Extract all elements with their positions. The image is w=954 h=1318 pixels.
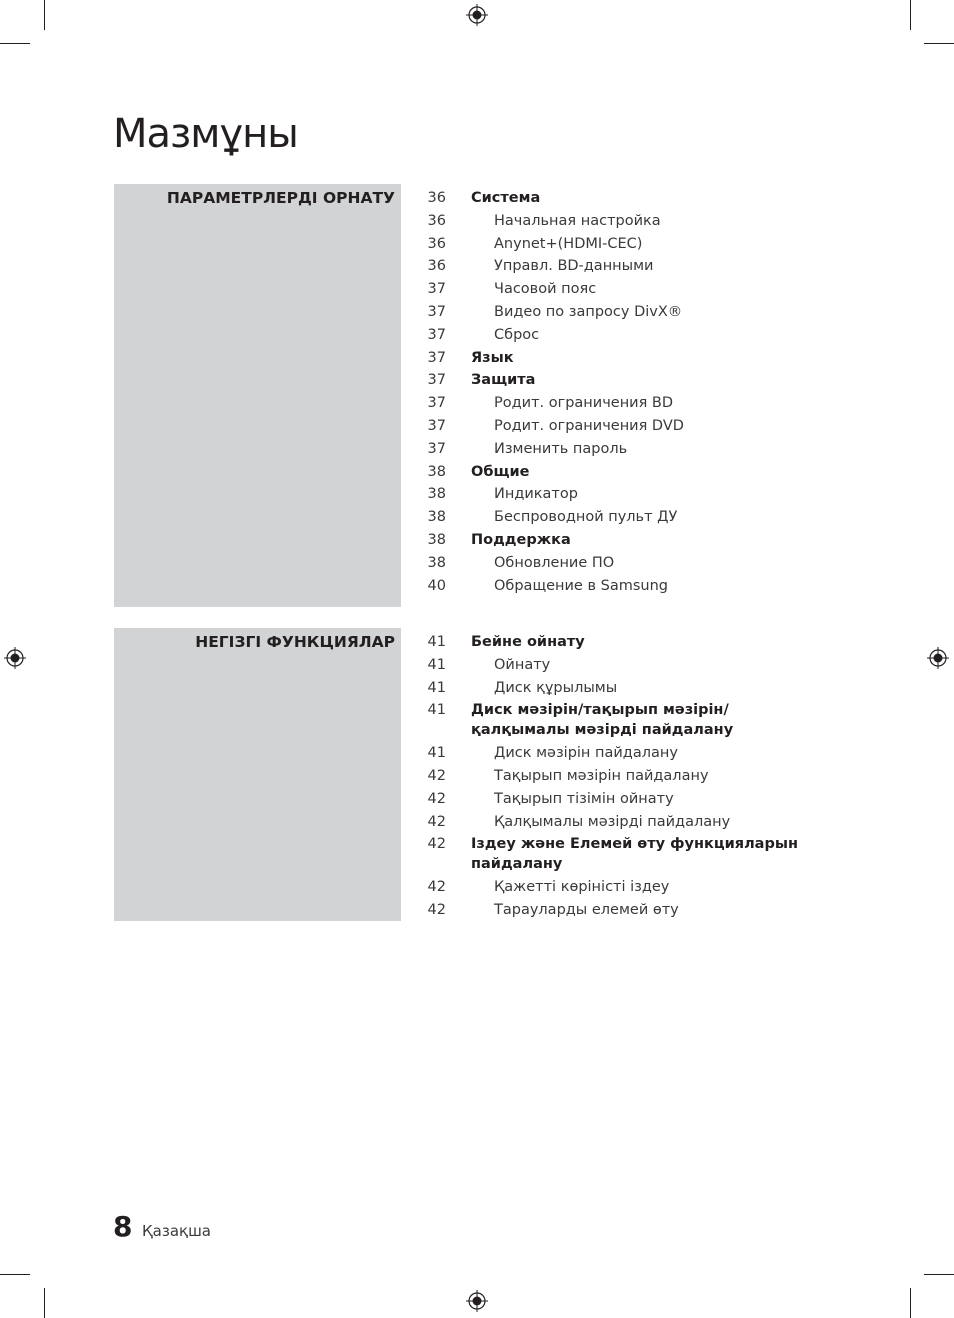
toc-page-number: 37	[427, 372, 446, 389]
toc-entry	[416, 302, 816, 322]
toc-page-number: 41	[427, 679, 446, 696]
toc-entry-title: Родит. ограничения DVD	[494, 417, 684, 434]
toc-entry	[416, 393, 816, 413]
toc-entry	[416, 279, 816, 299]
toc-page-number: 42	[427, 813, 446, 830]
toc-entry-title: Видео по запросу DivX®	[494, 303, 683, 320]
toc-entry-title: Тақырып тізімін ойнату	[494, 790, 674, 807]
toc-page-number: 41	[427, 745, 446, 762]
toc-page-number: 36	[427, 190, 446, 206]
toc-entry	[416, 348, 816, 368]
toc-page-number: 36	[427, 235, 446, 252]
crop-mark	[910, 0, 911, 30]
toc-entry	[416, 812, 816, 832]
toc-entry	[416, 576, 816, 596]
toc-entry	[416, 789, 816, 809]
toc-entry	[416, 632, 816, 652]
toc-entry-title: Диск мәзірін пайдалану	[494, 745, 678, 762]
toc-page-number: 42	[427, 790, 446, 807]
toc-entry	[416, 325, 816, 345]
toc-page-number: 37	[427, 440, 446, 457]
toc-entry	[416, 877, 816, 897]
toc-entry	[416, 700, 816, 740]
toc-page-number: 36	[427, 258, 446, 275]
toc-entry	[416, 416, 816, 436]
toc-entry-title: Anynet+(HDMI-CEC)	[494, 235, 643, 252]
toc-page-number: 42	[427, 901, 446, 918]
toc-entry	[416, 655, 816, 675]
registration-mark-icon	[927, 647, 949, 669]
toc-entry-title: Индикатор	[494, 486, 578, 503]
section-label: ПАРАМЕТРЛЕРДІ ОРНАТУ	[166, 189, 395, 207]
crop-mark	[0, 1274, 30, 1275]
section-box	[114, 184, 401, 607]
toc-entry-title: Обновление ПО	[494, 554, 615, 571]
toc-entry	[416, 553, 816, 573]
crop-mark	[910, 1288, 911, 1318]
toc-entry	[416, 507, 816, 527]
toc-page-number: 40	[427, 577, 446, 594]
toc-entry	[416, 766, 816, 786]
toc-page-number: 37	[427, 395, 446, 412]
toc-page-number: 38	[427, 554, 446, 571]
toc-entry-title: Беспроводной пульт ДУ	[494, 509, 678, 526]
toc-entry	[416, 234, 816, 254]
toc-entry	[416, 678, 816, 698]
toc-entry-title: Управл. BD-данными	[494, 258, 654, 275]
crop-mark	[0, 43, 30, 44]
toc-entry	[416, 188, 816, 208]
crop-mark	[924, 43, 954, 44]
toc-entry-title: Обращение в Samsung	[494, 577, 668, 594]
toc-page-number: 41	[427, 656, 446, 673]
toc-page-number: 37	[427, 303, 446, 320]
toc-entry-title: Защита	[471, 372, 536, 389]
registration-mark-icon	[466, 4, 488, 26]
toc-entry	[416, 900, 816, 920]
toc-page-number: 37	[427, 326, 446, 343]
toc-entry	[416, 462, 816, 482]
footer-language: Қазақша	[142, 1222, 211, 1240]
toc-entry-title: Сброс	[494, 326, 540, 343]
page-title: Мазмұны	[113, 111, 298, 157]
toc-entry-title: Общие	[471, 463, 530, 480]
toc-entry	[416, 211, 816, 231]
toc-page-number: 42	[427, 836, 446, 853]
toc-page-number: 42	[427, 879, 446, 896]
toc-page-number: 38	[427, 531, 446, 548]
toc-entry	[416, 484, 816, 504]
toc-entry-title: Тарауларды елемей өту	[494, 901, 679, 918]
section-label: НЕГІЗГІ ФУНКЦИЯЛАР	[195, 633, 395, 651]
toc-page-number: 37	[427, 281, 446, 298]
toc-entry-title: Изменить пароль	[494, 440, 628, 457]
crop-mark	[44, 1288, 45, 1318]
toc-entry-title: Іздеу және Елемей өту функцияларын пайдалану	[471, 836, 798, 873]
toc-entry	[416, 530, 816, 550]
registration-mark-icon	[4, 647, 26, 669]
toc-entry-title: Часовой пояс	[494, 281, 597, 298]
registration-mark-icon	[466, 1290, 488, 1312]
toc-page-number: 37	[427, 349, 446, 366]
toc-entry-title: Диск құрылымы	[494, 679, 618, 696]
toc-list	[416, 188, 816, 598]
toc-page-number: 38	[427, 486, 446, 503]
toc-entry-title: Қажетті көріністі іздеу	[494, 879, 670, 896]
toc-entry-title: Ойнату	[494, 656, 551, 673]
toc-page-number: 38	[427, 509, 446, 526]
toc-entry-title: Родит. ограничения BD	[494, 395, 674, 412]
toc-entry-title: Язык	[471, 349, 514, 366]
section-box	[114, 628, 401, 921]
toc-entry-title: Бейне ойнату	[471, 634, 585, 650]
toc-page-number: 37	[427, 417, 446, 434]
toc-page-number: 36	[427, 212, 446, 229]
page-number: 8	[113, 1210, 133, 1243]
toc-entry	[416, 256, 816, 276]
toc-entry-title: Диск мәзірін/тақырып мәзірін/қалқымалы мәзірді пайдалану	[471, 702, 734, 739]
toc-page-number: 42	[427, 767, 446, 784]
crop-mark	[924, 1274, 954, 1275]
toc-page-number: 41	[427, 702, 446, 719]
toc-entry-title: Начальная настройка	[494, 212, 661, 229]
toc-entry	[416, 834, 816, 874]
toc-entry	[416, 743, 816, 763]
toc-entry-title: Тақырып мәзірін пайдалану	[494, 767, 709, 784]
toc-entry-title: Система	[471, 190, 541, 206]
toc-entry-title: Қалқымалы мәзірді пайдалану	[494, 813, 731, 830]
toc-entry	[416, 370, 816, 390]
toc-page-number: 38	[427, 463, 446, 480]
toc-list	[416, 632, 816, 923]
toc-entry-title: Поддержка	[471, 531, 571, 548]
toc-page-number: 41	[427, 634, 446, 650]
crop-mark	[44, 0, 45, 30]
toc-entry	[416, 439, 816, 459]
